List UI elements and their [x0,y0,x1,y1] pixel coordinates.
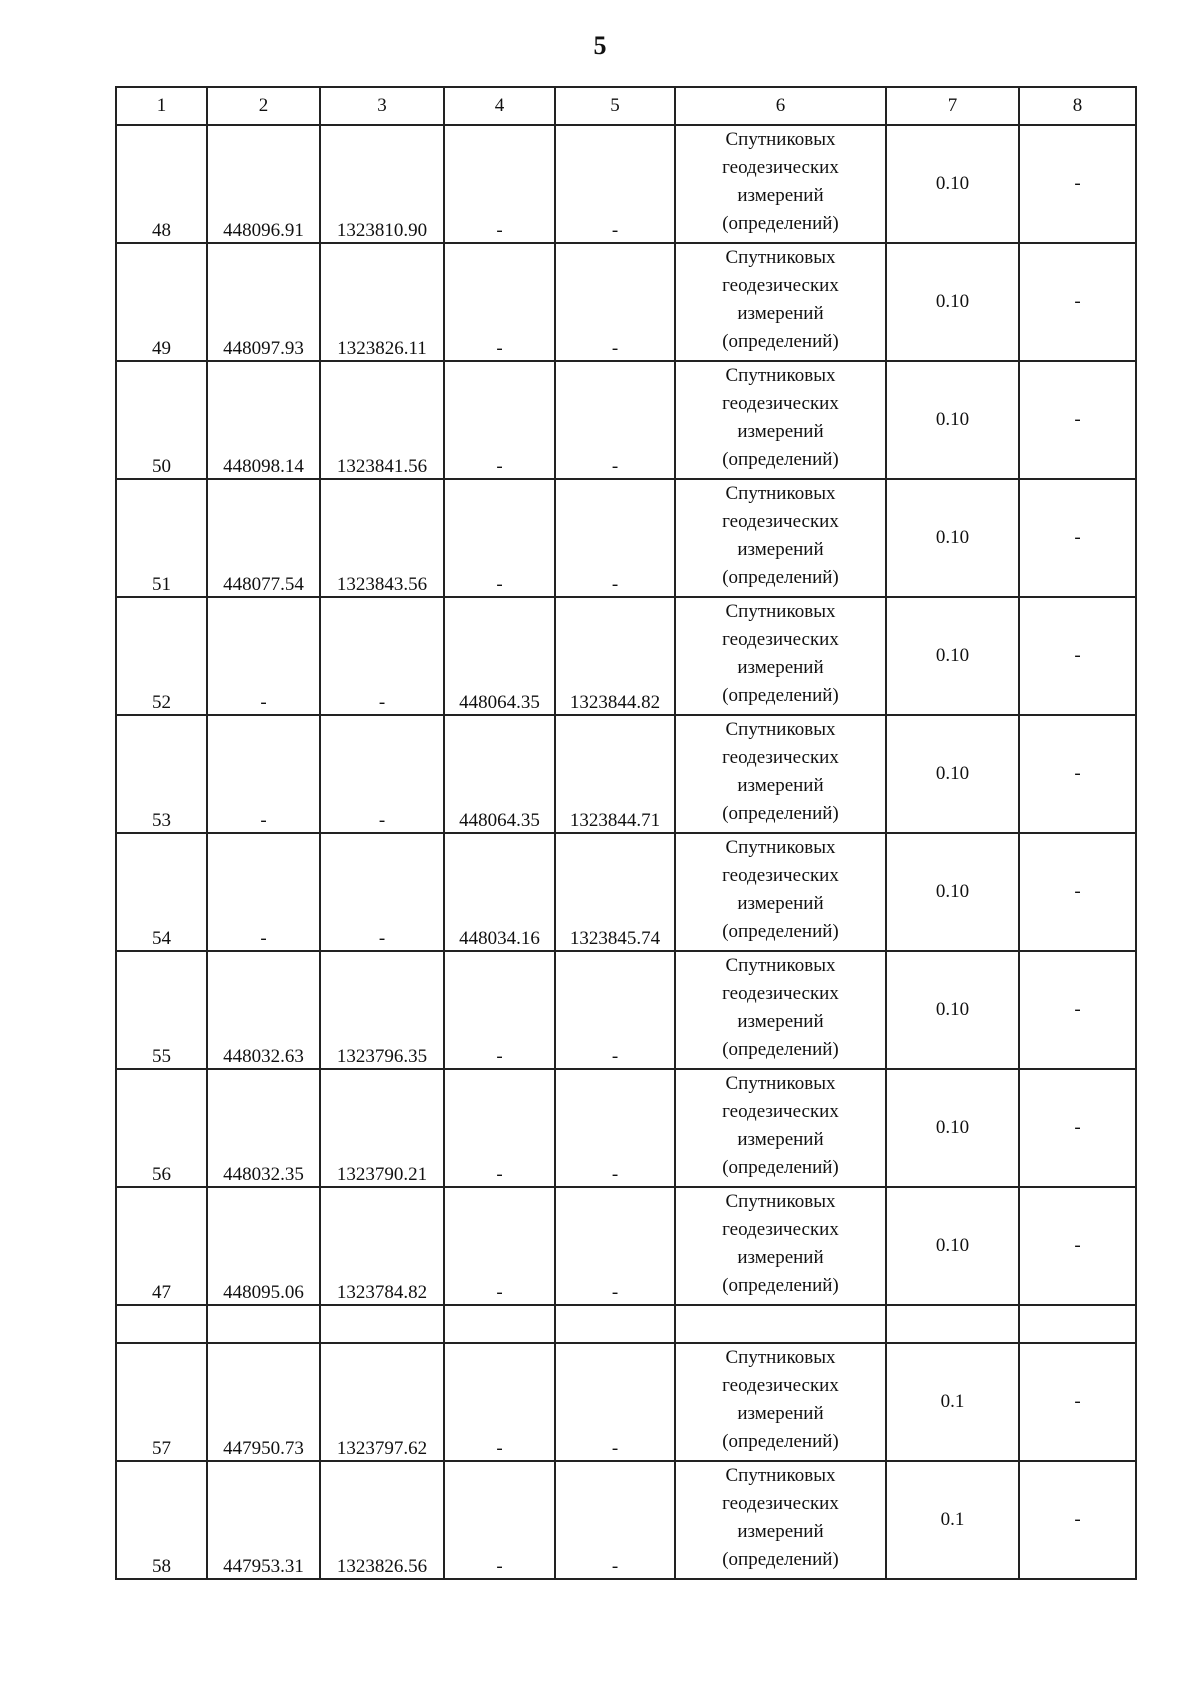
accuracy-cell: 0.10 [886,715,1019,833]
empty-cell [555,1305,675,1343]
method-line: измерений [737,657,824,678]
point-number-cell: 53 [116,715,207,833]
x-coordinate-cell: 448098.14 [207,361,320,479]
table-row [116,1343,1136,1461]
method-cell [675,597,886,715]
col5-value-cell: - [555,243,675,361]
method-cell [675,361,886,479]
empty-cell [1019,1305,1136,1343]
accuracy-cell: 0.10 [886,951,1019,1069]
y-coordinate-cell: 1323797.62 [320,1343,444,1461]
table-row [116,1187,1136,1305]
accuracy-cell: 0.10 [886,243,1019,361]
method-line: геодезических [722,1101,839,1122]
table-body [116,125,1136,1579]
col8-value-cell: - [1019,479,1136,597]
coordinates-table [115,86,1137,1580]
method-line: Спутниковых [725,601,836,622]
method-line: измерений [737,1521,824,1542]
y-coordinate-cell: 1323790.21 [320,1069,444,1187]
col4-value-cell: - [444,479,555,597]
col8-value-cell: - [1019,833,1136,951]
x-coordinate-cell: - [207,833,320,951]
accuracy-cell: 0.10 [886,833,1019,951]
point-number-cell: 55 [116,951,207,1069]
x-coordinate-cell: - [207,715,320,833]
empty-cell [207,1305,320,1343]
method-line: геодезических [722,1219,839,1240]
table-row [116,1461,1136,1579]
y-coordinate-cell: - [320,833,444,951]
method-line: Спутниковых [725,247,836,268]
col8-value-cell: - [1019,125,1136,243]
point-number-cell: 57 [116,1343,207,1461]
method-line: измерений [737,1247,824,1268]
col8-value-cell: - [1019,243,1136,361]
method-line: (определений) [722,921,839,942]
point-number-cell: 48 [116,125,207,243]
table-row [116,125,1136,243]
method-line: (определений) [722,1039,839,1060]
column-header: 8 [1019,87,1136,125]
method-line: (определений) [722,1549,839,1570]
method-line: (определений) [722,1275,839,1296]
col5-value-cell: 1323844.71 [555,715,675,833]
accuracy-cell: 0.10 [886,361,1019,479]
y-coordinate-cell: 1323843.56 [320,479,444,597]
empty-cell [886,1305,1019,1343]
col5-value-cell: - [555,1069,675,1187]
column-header: 1 [116,87,207,125]
col5-value-cell: - [555,1187,675,1305]
method-line: (определений) [722,803,839,824]
column-header: 4 [444,87,555,125]
col5-value-cell: - [555,1461,675,1579]
x-coordinate-cell: 448095.06 [207,1187,320,1305]
x-coordinate-cell: 448077.54 [207,479,320,597]
col4-value-cell: - [444,1187,555,1305]
method-line: (определений) [722,1157,839,1178]
col5-value-cell: - [555,951,675,1069]
accuracy-cell: 0.10 [886,1069,1019,1187]
method-line: измерений [737,539,824,560]
method-line: геодезических [722,275,839,296]
method-cell [675,1187,886,1305]
method-line: измерений [737,1011,824,1032]
method-line: Спутниковых [725,837,836,858]
empty-cell [116,1305,207,1343]
point-number-cell: 58 [116,1461,207,1579]
col5-value-cell: - [555,1343,675,1461]
method-line: геодезических [722,393,839,414]
col5-value-cell: 1323845.74 [555,833,675,951]
col5-value-cell: - [555,479,675,597]
col4-value-cell: 448064.35 [444,715,555,833]
x-coordinate-cell: 448032.63 [207,951,320,1069]
y-coordinate-cell: 1323841.56 [320,361,444,479]
col4-value-cell: - [444,1069,555,1187]
column-header: 5 [555,87,675,125]
accuracy-cell: 0.1 [886,1461,1019,1579]
method-cell [675,243,886,361]
col4-value-cell: - [444,1343,555,1461]
col5-value-cell: 1323844.82 [555,597,675,715]
empty-cell [320,1305,444,1343]
method-line: измерений [737,1403,824,1424]
method-line: геодезических [722,1493,839,1514]
point-number-cell: 47 [116,1187,207,1305]
method-line: геодезических [722,983,839,1004]
col4-value-cell: 448034.16 [444,833,555,951]
method-line: измерений [737,775,824,796]
method-line: Спутниковых [725,129,836,150]
method-cell [675,1343,886,1461]
method-line: геодезических [722,1375,839,1396]
y-coordinate-cell: 1323796.35 [320,951,444,1069]
table-row [116,951,1136,1069]
point-number-cell: 52 [116,597,207,715]
method-line: геодезических [722,865,839,886]
table-row [116,597,1136,715]
y-coordinate-cell: - [320,597,444,715]
method-line: измерений [737,185,824,206]
method-line: (определений) [722,331,839,352]
column-header: 7 [886,87,1019,125]
accuracy-cell: 0.10 [886,1187,1019,1305]
point-number-cell: 50 [116,361,207,479]
accuracy-cell: 0.10 [886,479,1019,597]
y-coordinate-cell: 1323784.82 [320,1187,444,1305]
col8-value-cell: - [1019,1461,1136,1579]
x-coordinate-cell: - [207,597,320,715]
x-coordinate-cell: 448096.91 [207,125,320,243]
col4-value-cell: - [444,951,555,1069]
method-cell [675,125,886,243]
table-row [116,479,1136,597]
col8-value-cell: - [1019,1187,1136,1305]
empty-cell [444,1305,555,1343]
method-cell [675,951,886,1069]
y-coordinate-cell: - [320,715,444,833]
column-header: 6 [675,87,886,125]
method-line: (определений) [722,567,839,588]
method-line: Спутниковых [725,1347,836,1368]
col8-value-cell: - [1019,597,1136,715]
point-number-cell: 49 [116,243,207,361]
method-line: Спутниковых [725,1465,836,1486]
x-coordinate-cell: 448032.35 [207,1069,320,1187]
column-header: 3 [320,87,444,125]
col8-value-cell: - [1019,361,1136,479]
point-number-cell: 51 [116,479,207,597]
method-line: Спутниковых [725,955,836,976]
col4-value-cell: - [444,1461,555,1579]
y-coordinate-cell: 1323826.11 [320,243,444,361]
method-line: измерений [737,893,824,914]
method-line: геодезических [722,747,839,768]
method-line: Спутниковых [725,483,836,504]
table-row [116,833,1136,951]
table-row [116,361,1136,479]
accuracy-cell: 0.10 [886,597,1019,715]
method-line: Спутниковых [725,1073,836,1094]
method-line: геодезических [722,157,839,178]
y-coordinate-cell: 1323826.56 [320,1461,444,1579]
method-line: измерений [737,1129,824,1150]
method-line: (определений) [722,449,839,470]
point-number-cell: 54 [116,833,207,951]
table-row [116,715,1136,833]
method-cell [675,479,886,597]
col5-value-cell: - [555,125,675,243]
method-line: Спутниковых [725,365,836,386]
method-line: Спутниковых [725,1191,836,1212]
col8-value-cell: - [1019,715,1136,833]
table-row [116,243,1136,361]
col5-value-cell: - [555,361,675,479]
x-coordinate-cell: 447953.31 [207,1461,320,1579]
accuracy-cell: 0.1 [886,1343,1019,1461]
col8-value-cell: - [1019,1343,1136,1461]
method-cell [675,1069,886,1187]
method-line: измерений [737,421,824,442]
accuracy-cell: 0.10 [886,125,1019,243]
col4-value-cell: - [444,361,555,479]
x-coordinate-cell: 447950.73 [207,1343,320,1461]
method-line: геодезических [722,629,839,650]
header-row [116,87,1136,125]
col4-value-cell: - [444,125,555,243]
y-coordinate-cell: 1323810.90 [320,125,444,243]
empty-cell [675,1305,886,1343]
column-header: 2 [207,87,320,125]
method-cell [675,715,886,833]
col8-value-cell: - [1019,1069,1136,1187]
x-coordinate-cell: 448097.93 [207,243,320,361]
method-cell [675,833,886,951]
page-number: 5 [593,31,607,60]
col8-value-cell: - [1019,951,1136,1069]
col4-value-cell: - [444,243,555,361]
method-line: Спутниковых [725,719,836,740]
method-cell [675,1461,886,1579]
method-line: геодезических [722,511,839,532]
method-line: (определений) [722,213,839,234]
col4-value-cell: 448064.35 [444,597,555,715]
method-line: измерений [737,303,824,324]
point-number-cell: 56 [116,1069,207,1187]
method-line: (определений) [722,1431,839,1452]
table-row [116,1069,1136,1187]
method-line: (определений) [722,685,839,706]
spacer-row [116,1305,1136,1343]
